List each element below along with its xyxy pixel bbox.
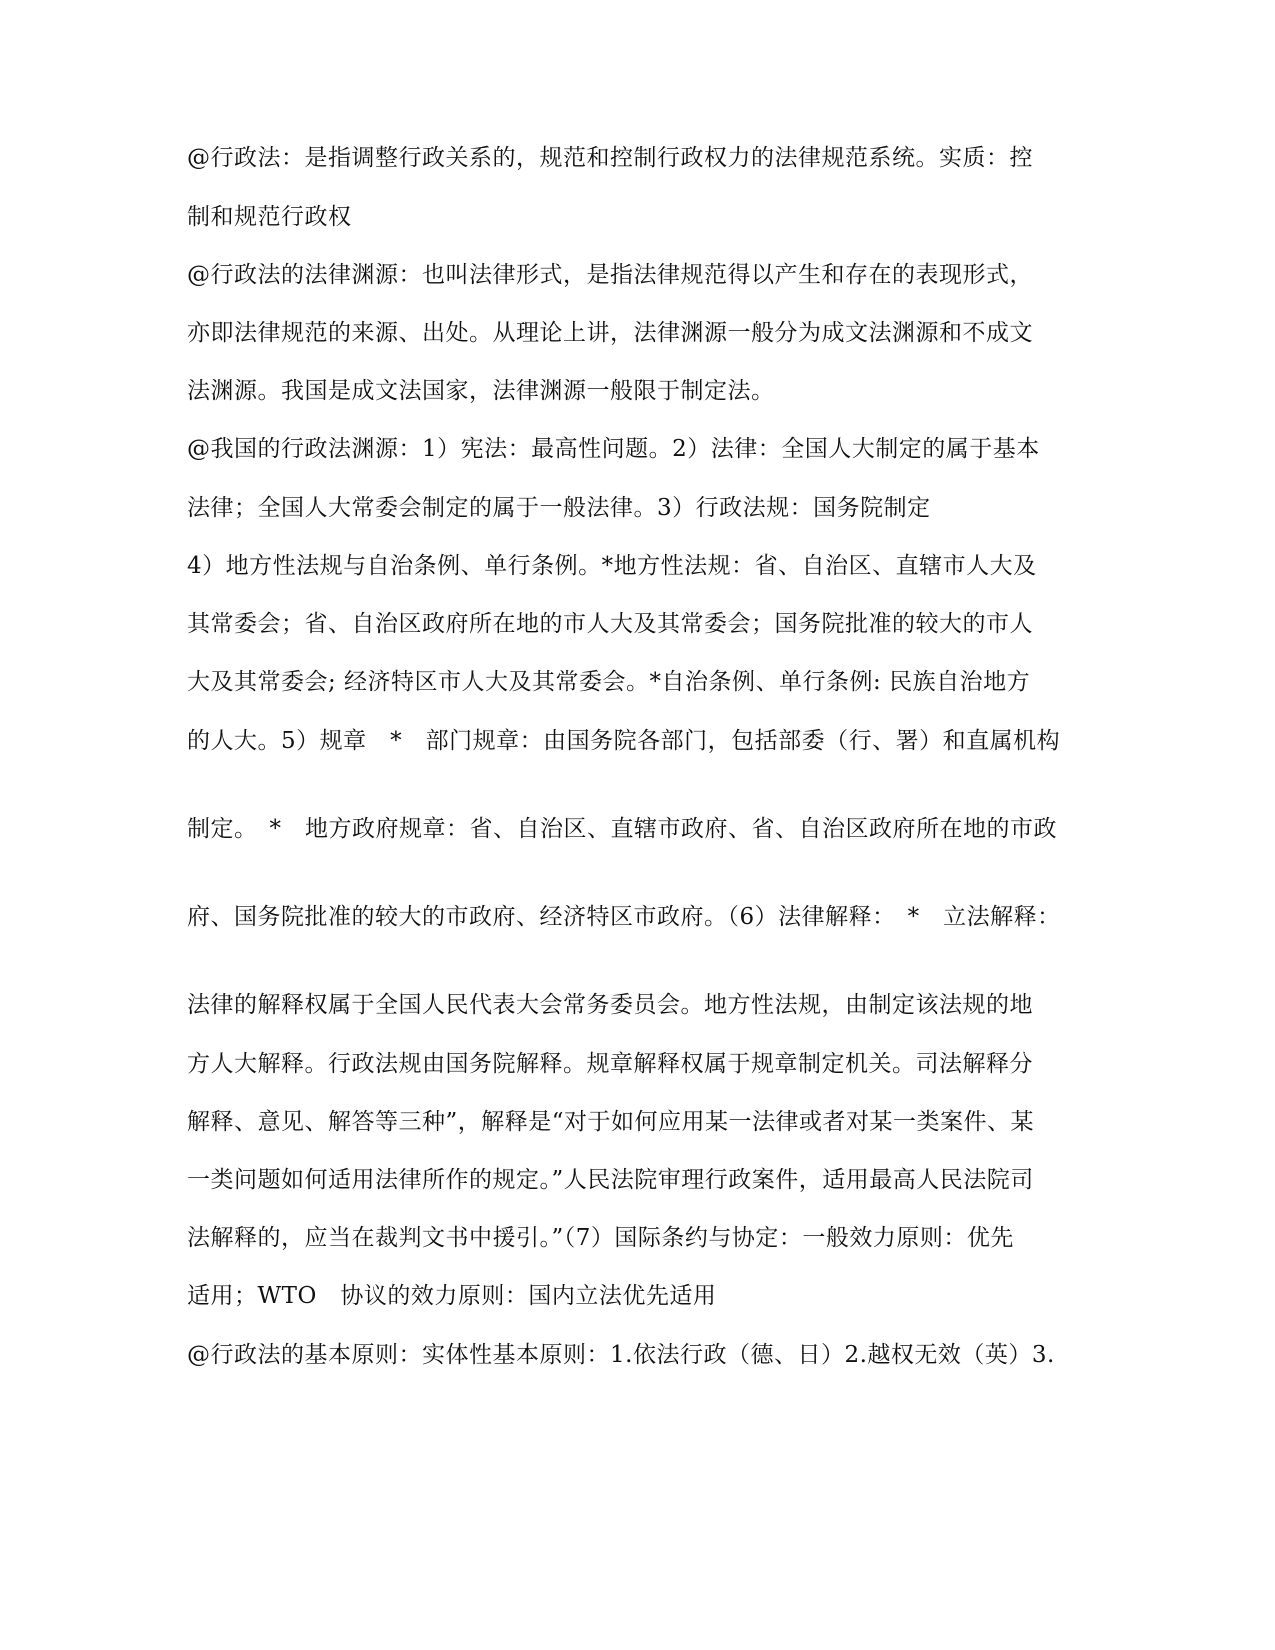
text-line: 适用；WTO 协议的效力原则：国内立法优先适用: [187, 1283, 717, 1309]
text-line: 4）地方性法规与自治条例、单行条例。*地方性法规：省、自治区、直辖市人大及: [187, 553, 1037, 579]
text-line: 亦即法律规范的来源、出处。从理论上讲，法律渊源一般分为成文法渊源和不成文: [187, 320, 1033, 346]
text-line: @行政法的基本原则：实体性基本原则：1.依法行政（德、日）2.越权无效（英）3.: [187, 1342, 1055, 1368]
text-line: @行政法的法律渊源：也叫法律形式，是指法律规范得以产生和存在的表现形式，: [187, 262, 1033, 288]
text-line: @我国的行政法渊源：1）宪法：最高性问题。2）法律：全国人大制定的属于基本: [187, 436, 1040, 462]
text-line: 制定。 * 地方政府规章：省、自治区、直辖市政府、省、自治区政府所在地的市政: [187, 816, 1057, 842]
text-line: 方人大解释。行政法规由国务院解释。规章解释权属于规章制定机关。司法解释分: [187, 1051, 1033, 1077]
text-line: 府、国务院批准的较大的市政府、经济特区市政府。（6）法律解释： * 立法解释：: [187, 904, 1061, 930]
text-line: 解释、意见、解答等三种”，解释是“对于如何应用某一法律或者对某一类案件、某: [187, 1109, 1035, 1135]
text-line: 法律的解释权属于全国人民代表大会常务委员会。地方性法规，由制定该法规的地: [187, 992, 1033, 1018]
text-line: 其常委会；省、自治区政府所在地的市人大及其常委会；国务院批准的较大的市人: [187, 611, 1033, 637]
text-line: 的人大。5）规章 * 部门规章：由国务院各部门，包括部委（行、署）和直属机构: [187, 728, 1061, 754]
text-line: 法渊源。我国是成文法国家，法律渊源一般限于制定法。: [187, 378, 775, 404]
text-line: @行政法：是指调整行政关系的，规范和控制行政权力的法律规范系统。实质：控: [187, 145, 1033, 171]
text-line: 一类问题如何适用法律所作的规定。”人民法院审理行政案件，适用最高人民法院司: [187, 1167, 1034, 1193]
text-line: 法解释的，应当在裁判文书中援引。”（7）国际条约与协定：一般效力原则：优先: [187, 1225, 1014, 1251]
text-line: 大及其常委会; 经济特区市人大及其常委会。*自治条例、单行条例: 民族自治地方: [187, 669, 1031, 695]
text-line: 法律；全国人大常委会制定的属于一般法律。3）行政法规：国务院制定: [187, 495, 931, 521]
text-line: 制和规范行政权: [187, 204, 352, 230]
